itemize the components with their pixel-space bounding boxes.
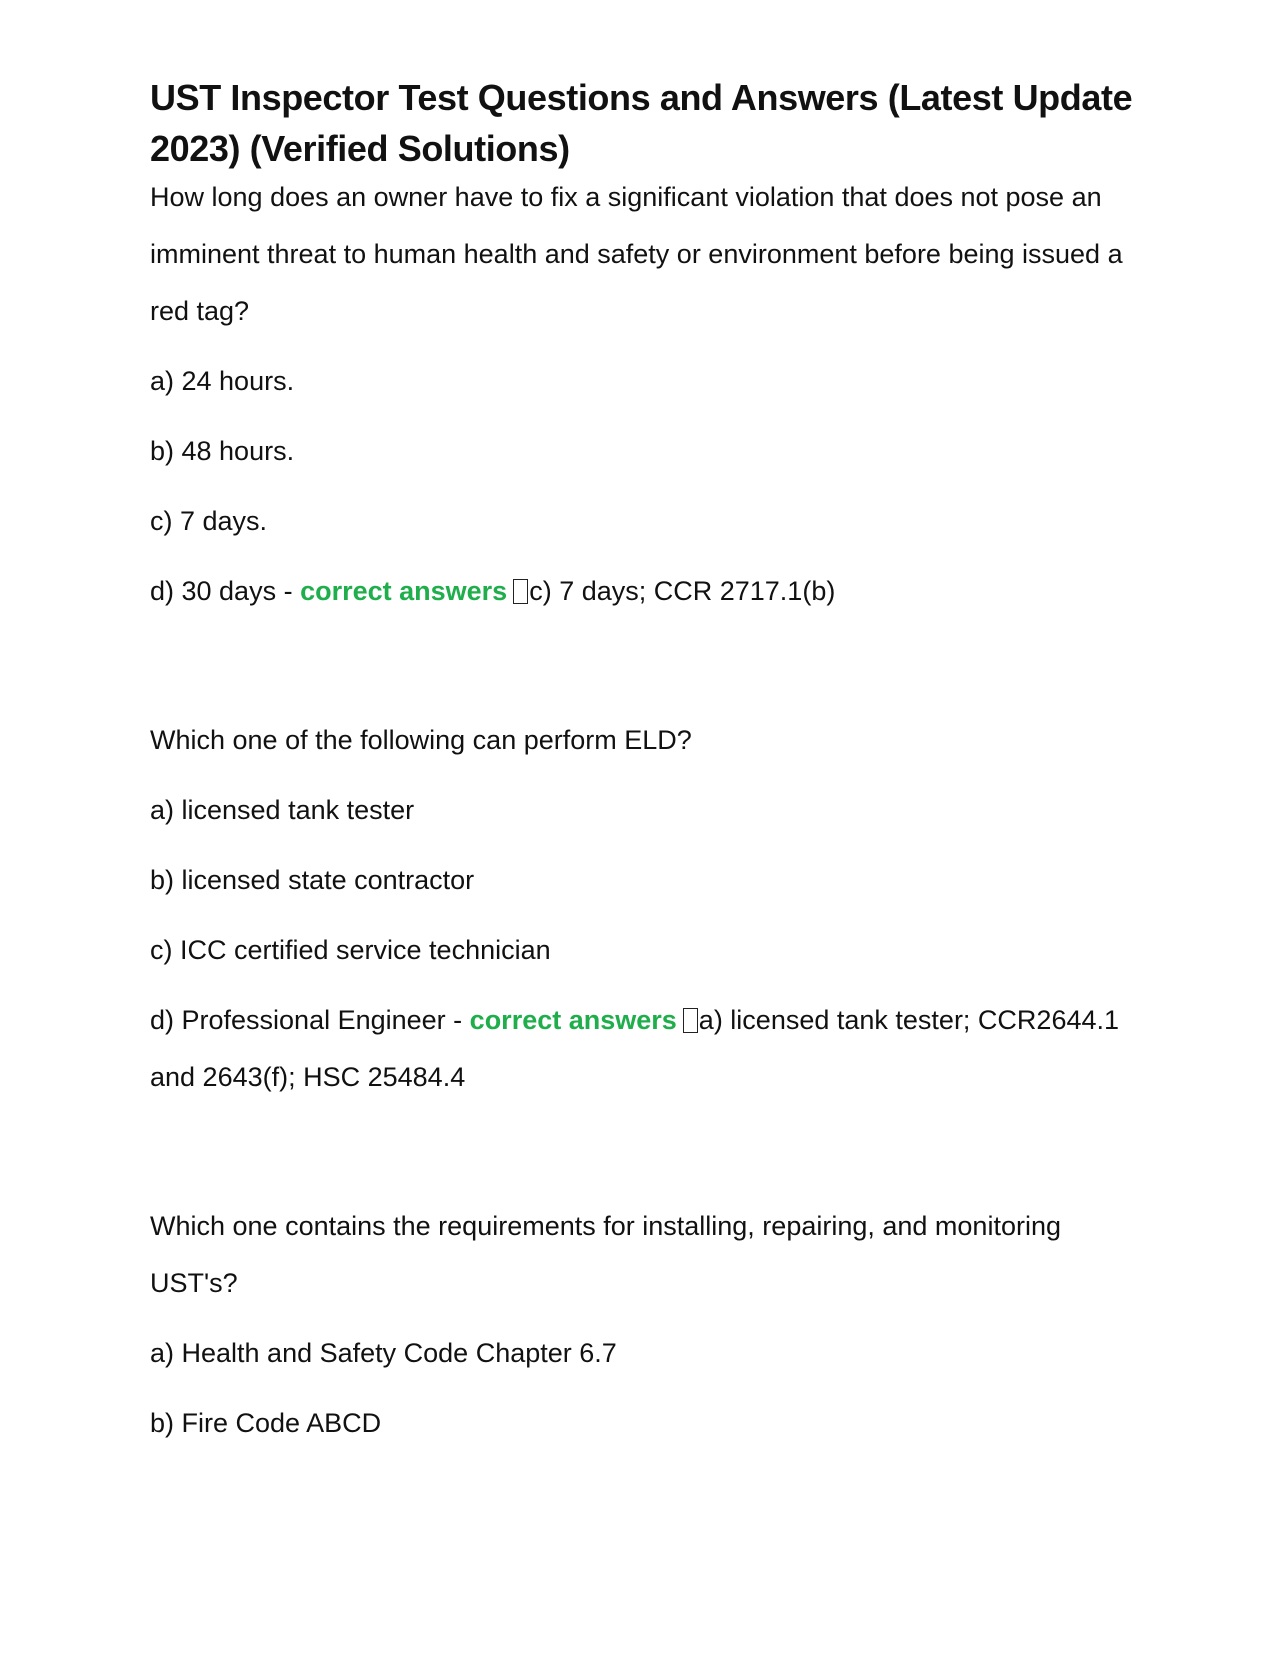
- question-block: [150, 1198, 1140, 1452]
- correct-answers-marker: correct answers: [469, 1005, 677, 1035]
- answer-explanation: c) 7 days; CCR 2717.1(b): [529, 576, 836, 606]
- answer-explanation: a) licensed tank tester; CCR2644.1 and 2643(f); HSC 25484.4: [150, 1005, 1120, 1092]
- question-block: [150, 712, 1140, 1106]
- answer-option: c) 7 days.: [150, 506, 268, 536]
- answer-option: d) Professional Engineer -: [150, 1005, 470, 1035]
- spacer: [150, 1106, 1140, 1198]
- spacer: [150, 620, 1140, 712]
- answer-line: [150, 992, 1140, 1106]
- missing-glyph-icon: [683, 1008, 698, 1033]
- answer-option: d) 30 days -: [150, 576, 301, 606]
- answer-option: b) 48 hours.: [150, 436, 295, 466]
- correct-answers-marker: correct answers: [300, 576, 508, 606]
- question-text: Which one of the following can perform ELD?: [150, 725, 692, 755]
- answer-option: b) Fire Code ABCD: [150, 1408, 382, 1438]
- answer-option: b) licensed state contractor: [150, 865, 475, 895]
- document-title: UST Inspector Test Questions and Answers (Latest Update 2023) (Verified Solutions): [150, 77, 1133, 169]
- answer-line: [150, 563, 1140, 620]
- question-text: How long does an owner have to fix a significant violation that does not pose an imminent threat to human health and safety or environment before being issued a red tag?: [150, 182, 1123, 326]
- answer-option: a) licensed tank tester: [150, 795, 415, 825]
- missing-glyph-icon: [513, 579, 528, 604]
- answer-option: a) 24 hours.: [150, 366, 295, 396]
- answer-option: c) ICC certified service technician: [150, 935, 551, 965]
- question-block: [150, 169, 1140, 620]
- document-page: [150, 72, 1140, 1452]
- answer-option: a) Health and Safety Code Chapter 6.7: [150, 1338, 617, 1368]
- question-text: Which one contains the requirements for installing, repairing, and monitoring UST's?: [150, 1211, 1061, 1298]
